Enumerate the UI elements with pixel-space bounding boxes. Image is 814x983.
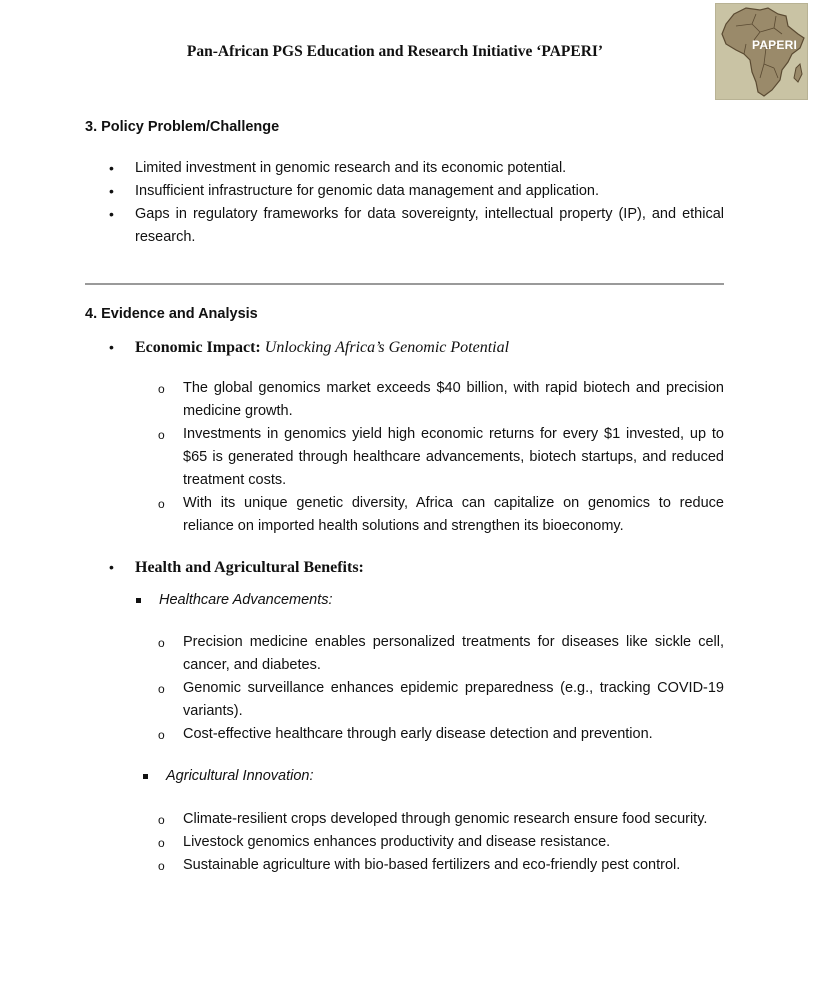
economic-impact-list (158, 377, 724, 538)
healthcare-list (158, 631, 724, 746)
list-item: • Gaps in regulatory frameworks for data sovereignty, intellectual property (IP), and ethical research. (109, 206, 724, 245)
list-item: o With its unique genetic diversity, Africa can capitalize on genomics to reduce reliance on imported health solutions and strengthen its bioeconomy. (158, 495, 724, 534)
list-item: o The global genomics market exceeds $40 billion, with rapid biotech and precision medicine growth. (158, 380, 724, 419)
list-item: • Insufficient infrastructure for genomic data management and application. (109, 183, 599, 199)
list-item: o Climate-resilient crops developed through genomic research ensure food security. (158, 811, 708, 827)
list-item: o Livestock genomics enhances productivity and disease resistance. (158, 834, 611, 850)
document-title: Pan-African PGS Education and Research Initiative ‘PAPERI’ (186, 43, 604, 60)
paperi-logo (715, 3, 808, 100)
list-item: • Limited investment in genomic research and its economic potential. (109, 160, 567, 176)
list-item: o Cost-effective healthcare through early disease detection and prevention. (158, 726, 653, 742)
africa-map-icon (716, 4, 808, 100)
list-item: o Investments in genomics yield high economic returns for every $1 invested, up to $65 is generated through healthcare advancements, biotech startups, and reduced treatment costs. (158, 426, 724, 488)
logo-text: PAPERI (752, 38, 797, 52)
economic-impact-label: Economic Impact: (135, 339, 261, 356)
section-divider (85, 283, 724, 285)
list-item: o Sustainable agriculture with bio-based fertilizers and eco-friendly pest control. (158, 857, 681, 873)
agricultural-innovation-label: Agricultural Innovation: (166, 768, 314, 784)
section-4-heading: 4. Evidence and Analysis (85, 306, 258, 322)
section-3-heading: 3. Policy Problem/Challenge (85, 119, 280, 135)
health-agricultural-label: Health and Agricultural Benefits: (135, 559, 364, 576)
policy-problem-list (109, 157, 724, 249)
list-item: o Precision medicine enables personalized treatments for diseases like sickle cell, cancer, and diabetes. (158, 634, 724, 673)
economic-impact-subtitle: Unlocking Africa’s Genomic Potential (264, 339, 510, 356)
list-item: o Genomic surveillance enhances epidemic preparedness (e.g., tracking COVID-19 variants). (158, 680, 724, 719)
agriculture-list (158, 808, 724, 877)
healthcare-advancements-label: Healthcare Advancements: (159, 592, 333, 608)
